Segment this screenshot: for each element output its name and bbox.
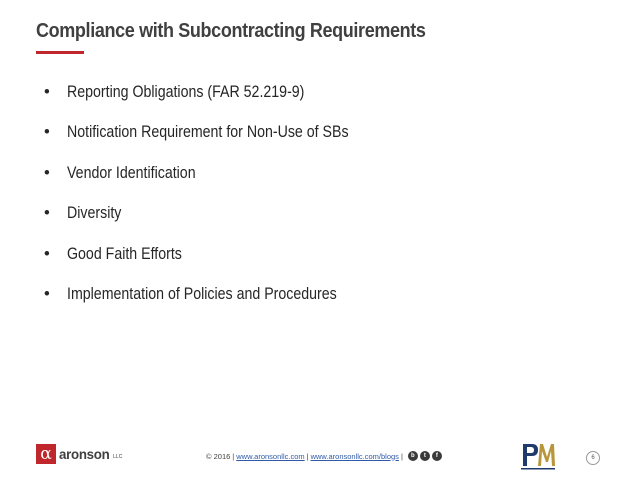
blogs-link[interactable]: www.aronsonllc.com/blogs [310,451,399,461]
bullet-text: Implementation of Policies and Procedures [67,284,337,303]
separator: | [400,451,403,461]
title-underline [36,51,84,54]
pm-logo [520,440,556,470]
bullet-text: Vendor Identification [67,163,196,182]
social-icons [408,451,442,461]
alpha-logo-icon: α [36,444,56,464]
logo-suffix: LLC [113,454,123,460]
bullet-dot: • [44,123,50,142]
bullet-dot: • [44,284,50,303]
footer-info [206,451,442,461]
slide-title: Compliance with Subcontracting Requirements [36,20,426,42]
bullet-text: Reporting Obligations (FAR 52.219-9) [67,83,305,101]
logo-wordmark: aronson [59,446,110,462]
copyright-text: © 2016 [206,451,231,461]
bullet-text: Good Faith Efforts [67,244,182,263]
bullet-dot: • [44,83,50,101]
blog-icon[interactable]: b [408,451,418,461]
separator: | [306,451,309,461]
page-number: 6 [586,451,600,465]
twitter-icon[interactable]: t [420,451,430,461]
website-link[interactable]: www.aronsonllc.com [236,451,305,461]
facebook-icon[interactable]: f [432,451,442,461]
bullet-dot: • [44,244,50,263]
separator: | [232,451,235,461]
bullet-dot: • [44,204,50,223]
bullet-dot: • [44,163,50,182]
aronson-logo [36,444,122,464]
bullet-text: Notification Requirement for Non-Use of SBs [67,123,349,142]
bullet-text: Diversity [67,204,122,223]
